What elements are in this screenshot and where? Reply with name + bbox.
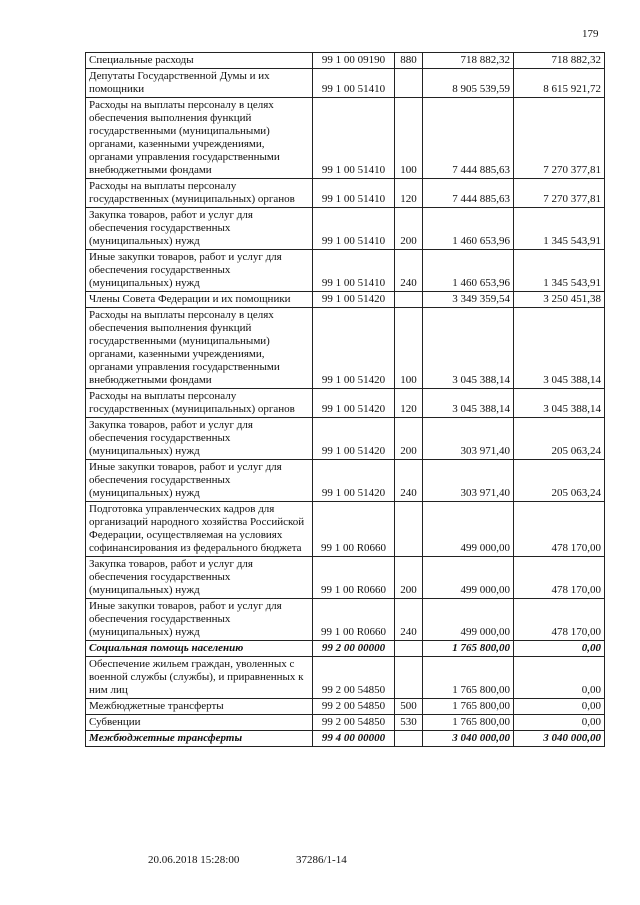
row-name-cell: Члены Совета Федерации и их помощники	[86, 292, 313, 308]
row-code-cell: 99 1 00 51420	[313, 389, 395, 418]
row-amount-2-cell: 3 040 000,00	[514, 731, 605, 747]
row-expense-type-cell: 240	[395, 460, 423, 502]
table-row	[86, 599, 605, 641]
table-row	[86, 292, 605, 308]
row-name-cell: Социальная помощь населению	[86, 641, 313, 657]
row-amount-1-cell: 303 971,40	[423, 460, 514, 502]
row-expense-type-cell	[395, 69, 423, 98]
row-name-cell: Межбюджетные трансферты	[86, 699, 313, 715]
row-amount-2-cell: 3 045 388,14	[514, 389, 605, 418]
page-number: 179	[582, 28, 599, 40]
row-amount-1-cell: 1 460 653,96	[423, 250, 514, 292]
row-name-cell: Расходы на выплаты персоналу государственных (муниципальных) органов	[86, 389, 313, 418]
row-expense-type-cell: 200	[395, 418, 423, 460]
footer-document-number: 37286/1-14	[296, 854, 347, 866]
row-amount-2-cell: 7 270 377,81	[514, 179, 605, 208]
row-amount-1-cell: 303 971,40	[423, 418, 514, 460]
row-expense-type-cell	[395, 657, 423, 699]
table-row	[86, 418, 605, 460]
row-code-cell: 99 1 00 R0660	[313, 502, 395, 557]
row-amount-2-cell: 0,00	[514, 657, 605, 699]
row-amount-2-cell: 0,00	[514, 641, 605, 657]
table-row	[86, 502, 605, 557]
row-amount-1-cell: 3 040 000,00	[423, 731, 514, 747]
table-row	[86, 69, 605, 98]
table-row	[86, 53, 605, 69]
row-name-cell: Подготовка управленческих кадров для организаций народного хозяйства Российской Федерации, осуществляемая на условиях софинансирования из федерального бюджета	[86, 502, 313, 557]
table-row	[86, 250, 605, 292]
row-amount-1-cell: 7 444 885,63	[423, 98, 514, 179]
row-expense-type-cell	[395, 292, 423, 308]
row-expense-type-cell: 500	[395, 699, 423, 715]
row-name-cell: Депутаты Государственной Думы и их помощники	[86, 69, 313, 98]
row-amount-1-cell: 1 765 800,00	[423, 715, 514, 731]
row-expense-type-cell: 240	[395, 250, 423, 292]
row-code-cell: 99 1 00 51420	[313, 418, 395, 460]
row-expense-type-cell: 120	[395, 179, 423, 208]
table-row	[86, 308, 605, 389]
row-amount-1-cell: 1 765 800,00	[423, 641, 514, 657]
row-amount-2-cell: 478 170,00	[514, 502, 605, 557]
row-name-cell: Обеспечение жильем граждан, уволенных с военной службы (службы), и приравненных к ним лиц	[86, 657, 313, 699]
row-expense-type-cell	[395, 641, 423, 657]
row-name-cell: Субвенции	[86, 715, 313, 731]
row-amount-1-cell: 718 882,32	[423, 53, 514, 69]
row-amount-1-cell: 499 000,00	[423, 599, 514, 641]
row-code-cell: 99 2 00 00000	[313, 641, 395, 657]
row-name-cell: Закупка товаров, работ и услуг для обеспечения государственных (муниципальных) нужд	[86, 418, 313, 460]
row-code-cell: 99 1 00 09190	[313, 53, 395, 69]
row-amount-2-cell: 478 170,00	[514, 599, 605, 641]
row-amount-1-cell: 1 765 800,00	[423, 657, 514, 699]
row-code-cell: 99 1 00 51410	[313, 179, 395, 208]
table-row	[86, 657, 605, 699]
table-row	[86, 641, 605, 657]
row-name-cell: Иные закупки товаров, работ и услуг для обеспечения государственных (муниципальных) нужд	[86, 599, 313, 641]
row-code-cell: 99 1 00 51420	[313, 308, 395, 389]
row-amount-2-cell: 1 345 543,91	[514, 208, 605, 250]
table-row	[86, 699, 605, 715]
row-amount-2-cell: 205 063,24	[514, 418, 605, 460]
row-expense-type-cell: 200	[395, 557, 423, 599]
row-code-cell: 99 1 00 51410	[313, 98, 395, 179]
budget-table-body	[86, 53, 605, 747]
row-expense-type-cell: 530	[395, 715, 423, 731]
row-amount-1-cell: 1 765 800,00	[423, 699, 514, 715]
row-code-cell: 99 1 00 51410	[313, 250, 395, 292]
footer-datetime: 20.06.2018 15:28:00	[148, 854, 240, 866]
row-amount-1-cell: 1 460 653,96	[423, 208, 514, 250]
row-expense-type-cell: 100	[395, 98, 423, 179]
row-amount-1-cell: 3 045 388,14	[423, 308, 514, 389]
table-row	[86, 731, 605, 747]
row-code-cell: 99 1 00 51410	[313, 69, 395, 98]
row-amount-2-cell: 3 045 388,14	[514, 308, 605, 389]
row-code-cell: 99 2 00 54850	[313, 657, 395, 699]
row-code-cell: 99 1 00 51420	[313, 460, 395, 502]
table-row	[86, 557, 605, 599]
row-amount-2-cell: 7 270 377,81	[514, 98, 605, 179]
row-amount-2-cell: 1 345 543,91	[514, 250, 605, 292]
row-expense-type-cell: 100	[395, 308, 423, 389]
row-amount-2-cell: 0,00	[514, 715, 605, 731]
row-name-cell: Расходы на выплаты персоналу государственных (муниципальных) органов	[86, 179, 313, 208]
row-amount-1-cell: 3 349 359,54	[423, 292, 514, 308]
row-name-cell: Расходы на выплаты персоналу в целях обеспечения выполнения функций государственными (муниципальными) органами, казенными учреждениями, органами управления государственными внебюджетными фондами	[86, 308, 313, 389]
row-amount-2-cell: 205 063,24	[514, 460, 605, 502]
table-row	[86, 389, 605, 418]
row-name-cell: Закупка товаров, работ и услуг для обеспечения государственных (муниципальных) нужд	[86, 208, 313, 250]
row-code-cell: 99 1 00 R0660	[313, 599, 395, 641]
table-row	[86, 98, 605, 179]
row-expense-type-cell: 880	[395, 53, 423, 69]
row-code-cell: 99 2 00 54850	[313, 699, 395, 715]
row-expense-type-cell	[395, 502, 423, 557]
row-code-cell: 99 4 00 00000	[313, 731, 395, 747]
row-amount-2-cell: 478 170,00	[514, 557, 605, 599]
row-code-cell: 99 1 00 R0660	[313, 557, 395, 599]
row-amount-1-cell: 499 000,00	[423, 557, 514, 599]
row-amount-1-cell: 3 045 388,14	[423, 389, 514, 418]
row-amount-1-cell: 499 000,00	[423, 502, 514, 557]
table-row	[86, 179, 605, 208]
row-expense-type-cell	[395, 731, 423, 747]
row-code-cell: 99 2 00 54850	[313, 715, 395, 731]
row-expense-type-cell: 240	[395, 599, 423, 641]
row-name-cell: Иные закупки товаров, работ и услуг для обеспечения государственных (муниципальных) нужд	[86, 460, 313, 502]
table-row	[86, 715, 605, 731]
row-name-cell: Закупка товаров, работ и услуг для обеспечения государственных (муниципальных) нужд	[86, 557, 313, 599]
budget-table	[85, 52, 605, 747]
row-code-cell: 99 1 00 51420	[313, 292, 395, 308]
row-name-cell: Иные закупки товаров, работ и услуг для обеспечения государственных (муниципальных) нужд	[86, 250, 313, 292]
row-name-cell: Межбюджетные трансферты	[86, 731, 313, 747]
table-row	[86, 208, 605, 250]
row-amount-2-cell: 3 250 451,38	[514, 292, 605, 308]
row-name-cell: Специальные расходы	[86, 53, 313, 69]
row-amount-2-cell: 8 615 921,72	[514, 69, 605, 98]
row-expense-type-cell: 120	[395, 389, 423, 418]
table-row	[86, 460, 605, 502]
row-expense-type-cell: 200	[395, 208, 423, 250]
row-code-cell: 99 1 00 51410	[313, 208, 395, 250]
row-amount-2-cell: 0,00	[514, 699, 605, 715]
row-amount-1-cell: 8 905 539,59	[423, 69, 514, 98]
row-amount-1-cell: 7 444 885,63	[423, 179, 514, 208]
row-name-cell: Расходы на выплаты персоналу в целях обеспечения выполнения функций государственными (муниципальными) органами, казенными учреждениями, органами управления государственными внебюджетными фондами	[86, 98, 313, 179]
row-amount-2-cell: 718 882,32	[514, 53, 605, 69]
